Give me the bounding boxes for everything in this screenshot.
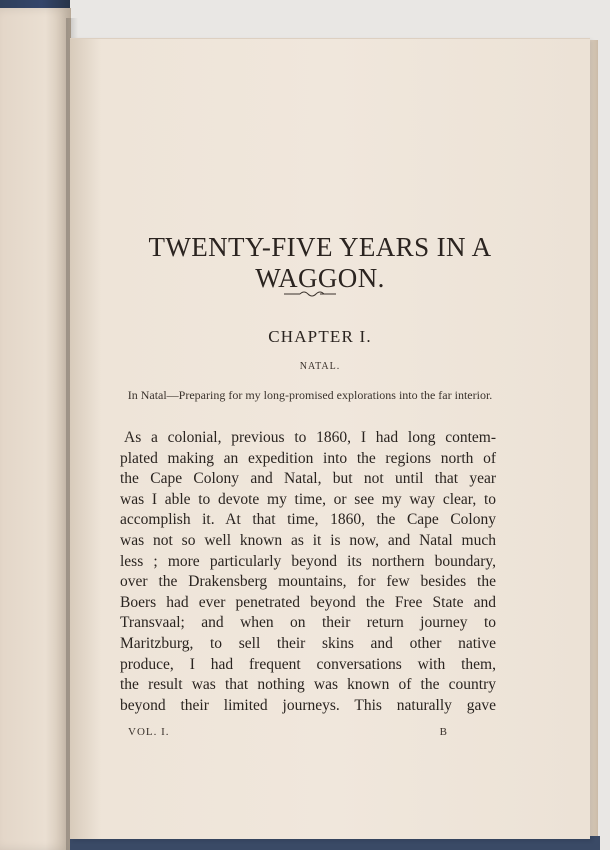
chapter-number: CHAPTER I. (268, 327, 372, 346)
body-line: Boers had ever penetrated beyond the Free State and (120, 593, 496, 611)
body-line: was not so well known as it is now, and Natal much (120, 531, 496, 549)
left-page (0, 8, 71, 850)
page-footer (128, 726, 448, 738)
page-edges (590, 40, 598, 838)
body-line: Transvaal; and when on their return journey to (120, 614, 496, 632)
book-title: TWENTY-FIVE YEARS IN A WAGGON. (148, 232, 492, 293)
body-line: plated making an expedition into the regions north of (120, 449, 496, 467)
signature-mark: B (439, 726, 448, 738)
body-line: beyond their limited journeys. This naturally gave (120, 696, 496, 714)
body-text (120, 428, 496, 716)
body-line: accomplish it. At that time, 1860, the Cape Colony (120, 511, 496, 529)
body-line: As a colonial, previous to 1860, I had long contem- (124, 429, 496, 446)
body-line: the result was that nothing was known of the country (120, 676, 496, 694)
chapter-summary: In Natal—Preparing for my long-promised explorations into the far interior. (127, 388, 493, 402)
body-line: the Cape Colony and Natal, but not until that year (120, 470, 496, 488)
body-line: less ; more particularly beyond its northern boundary, (120, 552, 496, 570)
volume-label: VOL. I. (128, 726, 170, 738)
body-line: Maritzburg, to sell their skins and other native (120, 634, 496, 652)
chapter-name: NATAL. (299, 361, 341, 372)
body-line: produce, I had frequent conversations with them, (120, 655, 496, 673)
body-line: was I able to devote my time, or see my way clear, to (120, 490, 496, 508)
body-line: over the Drakensberg mountains, for few besides the (120, 573, 496, 591)
ornament-divider-icon (282, 289, 338, 299)
